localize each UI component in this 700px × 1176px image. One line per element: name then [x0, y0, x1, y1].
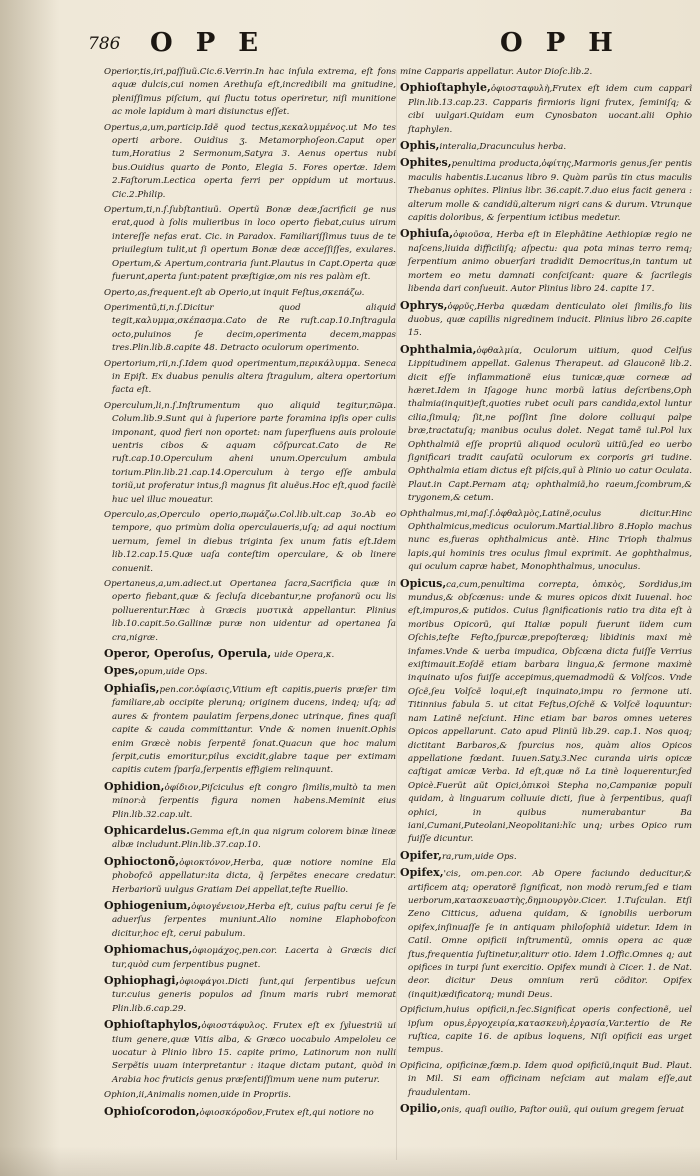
dictionary-entry [400, 866, 692, 1002]
entry-text: Opificium,huius opificii,n.ſec.Significat operis confectionẽ, uel ipſum opus,ἐργοχειρία,κατασκευὴ,ἐργασία,Var.tertio de Re ruſtica, capite 16. de apibus loquens, Niſi opificii eas urget tempus. [400, 1005, 692, 1056]
dictionary-entry [104, 855, 396, 897]
entry-text: Ophion,ii,Animalis nomen,uide in Propriis. [104, 1090, 292, 1101]
entry-headword: Opifer, [400, 848, 443, 862]
dictionary-entry [104, 66, 396, 120]
running-head-left: O P E [150, 28, 266, 58]
dictionary-entry [400, 1060, 692, 1100]
entry-text: Ophthalmus,mi,maſ.ſ.ὀφθαλμὸς,Latinẽ,oculus dicitur.Hinc Ophthalmicus,medicus oculorum.Martial.libro 8.Hoplo machus nunc es,fueras ophthalmicus antè. Hinc Trioph thalmus lapis,qui hominis tres oculus ſimul exprimit. Ae gophthalmus, qui oculum capræ habet, Monophthalmus, unoculus. [400, 508, 692, 573]
entry-headword: Ophthalmia, [400, 342, 477, 356]
dictionary-entry [104, 204, 396, 284]
dictionary-entry [104, 899, 396, 941]
dictionary-entry [400, 343, 692, 506]
dictionary-entry [104, 943, 396, 972]
entry-text: ὀφιομάχος,pen.cor. Lacerta à Græcis dici tur,quòd cum ſerpentibus pugnet. [112, 946, 396, 970]
entry-headword: Ophidion, [104, 779, 165, 793]
left-column [104, 66, 396, 1166]
entry-headword: Ophioſtaphyle, [400, 81, 491, 95]
entry-text: ὀφιοφάγοι.Dicti ſunt,qui ſerpentibus ueſcun tur.cuius generis populos ad ſinum maris rubri memorat Plin.lib.6.cap.29. [112, 977, 396, 1014]
dictionary-entry [400, 577, 692, 847]
right-column [400, 66, 692, 1166]
entry-text: ὀφιογένειον,Herba eſt, cuius paſtu cerui ſe ſe aduerſus ſerpentes muniunt.Alio nomine Elaphobofcon dicitur,hoc eſt, cerui pabulum. [112, 901, 396, 939]
dictionary-entry [400, 299, 692, 341]
entry-text: uide Opera,κ. [271, 650, 335, 661]
entry-text: opum,uide Ops. [138, 667, 208, 678]
entry-text: Opificina, opificinæ,fœm.p. Idem quod opificiũ,inquit Bud. Plaut. in Mil. Si eam officinam neſciam aut malam eſſe,aut fraudulentam. [400, 1060, 692, 1098]
dictionary-entry [104, 1018, 396, 1087]
dictionary-entry [104, 358, 396, 398]
entry-headword: Ophites, [400, 156, 452, 170]
entry-headword: Ophioſcorodon, [104, 1104, 200, 1118]
dictionary-entry [104, 287, 396, 300]
page-bottom-shadow [0, 1146, 700, 1176]
entry-text: ra,rum,uide Ops. [442, 851, 517, 862]
entry-text: ὀφθαλμία, Oculorum uitium, quod Celſus Lippitudinem appellat. Galenus Therapeut. ad Glauconẽ lib.2. dicit eſſe inflammationẽ eius tunicæ,quæ corneæ ad hæret.Idem in Iſagoge hunc morbũ latius deſcribens,Oph thalmia(inquit)eſt,quoties rubet oculi pars candida,extol luntur cilia,ſimulq; ſit,ne poſſint ſine dolore colluqui palpe bræ,tractatuſq; manibus oculus dolet. Negat tamẽ iul.Pol lux Ophthalmiã eſſe propriũ aliquod oculorũ uitiũ,ſed eo uerbo ſignificari tradit cauſatũ oculorum ex corporis gri tudine. Ophthalmia etiam dictus eſt piſcis,quĩ à Plinio uo catur Oculata. Plaut.in Capt.Pernam atq; ophthalmiã,ho raeum,ſcombrum,& trygonem,& cetum. [408, 345, 692, 504]
entry-text: Operimentũ,ti,n.ſ.Dicitur quod aliquid tegit,καλυμμα,σκέπασμα.Cato de Re ruſt.cap.10.Inſtragula octo,puluinos ſe decim,operimenta decem,mappas tres.Plin.lib.8.capite 48. Detracto oculorum operimento. [104, 302, 396, 354]
dictionary-entry [104, 400, 396, 507]
dictionary-entry [104, 682, 396, 778]
dictionary-entry [104, 647, 396, 662]
entry-text: Opertorium,rii,n.ſ.Idem quod operimentum,περικάλυμμα. Seneca in Epiſt. Ex duabus penulis altera ſtragulum, altera opertorium facta eſt. [104, 358, 396, 396]
entry-text: Opertus,a,um,particip.Idẽ quod tectus,κεκαλυμμένος.ut Mo tes operti arbore. Ouidius ʒ. Metamorphoſeon.Caput oper tum,Horatius 2 Sermonum,Satyra 3. Aenus opertus nubi bus.Ouidius quarto de Ponto, Elegia 5. Fores opertæ. Idem 2.Faſtorum.Lectica operta ferri per oppidum ut mortuus. Cic.2.Philip. [104, 122, 396, 200]
entry-headword: Opilio, [400, 1102, 441, 1116]
entry-text: ὀφιοκτόνον,Herba, quæ notiore nomine Ela phobofcõ appellatur:ita dicta, q̃ ſerpẽtes enecare credatur. Herbariorũ uulgus Gratiam Dei appellat,teſte Ruellio. [112, 857, 396, 895]
dictionary-entry [400, 508, 692, 575]
entry-text: Operto,as,frequent.eſt ab Operio,ut inquit Feſtus,σκεπάζω. [104, 287, 365, 298]
entry-text: ὀφιοστάφυλος. Frutex eſt ex ſyluestriũ ui tium genere,quæ Vitis alba, & Græco uocabulo Ampeloleu ce uocatur à Plinio libro 15. capite primo, Latinorum non nulli Serpẽtis uuam interpretantur : itaque dictam putant, quòd in Arabia hoc fruticis genus præſentiſſimum uene num puterur. [112, 1021, 396, 1085]
entry-text: mine Capparis appellatur. Autor Dioſc.lib.2. [400, 67, 593, 77]
dictionary-entry [104, 974, 396, 1016]
entry-headword: Opes, [104, 664, 139, 678]
dictionary-entry [400, 1102, 692, 1117]
entry-text: Operculo,as,Operculo operio,πωμάζω.Col.lib.ult.cap 3o.Ab eo tempore, quo primùm dolia operculaueris,uſq; ad aqui noctium uernum, ſemel in diebus triginta ſex unum fatis eſt.Idem lib.12.cap.15.Quæ uaſa conteſtim operculare, & ob linere conuenit. [104, 510, 396, 574]
entry-text: ca,cum,penultima correpta, ὀπικὸς, Sordidus,im mundus,& obſcœnus: unde & mures opicos dixit Iuuenal. hoc eſt,impuros,& putidos. Cuius ſignificationis ratio tra dita eſt à moribus Opicorũ, qui Italiæ populi fuerunt iidem cum Oſchis,teſte Feſto,ſpurcæ,prepoſteræq; libidinis maxi mè infames.Vnde & uerba impudica, Obſcœna dicta fuiſſe Verrius exiſtimauit.Eoſdẽ etiam barbara lingua,& ſermone maximè inquinato uſos fuiſſe accepimus,quemadmodũ & Volſcos. Vnde Oſcẽ,ſeu Volſcẽ loqui,eſt inquinato,impu ro ſermone uti. Titinnius fabula 5. ut citat Feſtus,Oſchẽ & Volſcẽ loquuntur: nam Latinẽ neſciunt. Hinc etiam bar baros omnes ueteres Opicos appellarunt. Cato apud Pliniũ lib.29. cap.1. Nos quoq; dictitant Barbaros,& ſpurcius nos, quàm alios Opicos appellatione fœdant. Iuuen.Saty.3.Nec curanda uiris opicæ caſtigat amicæ Verba. Id eſt,quæ nõ La tinè loquerentur,ſed Opicè.Fuerũt aũt Opici,ὀπικοὶ Stepha no,Campaniæ populi quidam, à linguarum colluuie dicti, ſiue à ſerpentibus, quaſi ophici, in quibus numerabantur Ba iani,Cumani,Puteolani,Neopolitani:hĩc unq; urbes Opico rum fuiſſe dicuntur. [408, 579, 692, 845]
dictionary-entry [104, 664, 396, 679]
entry-headword: Ophiaſis, [104, 681, 160, 695]
column-divider [396, 70, 397, 1160]
entry-text: 'cis, om.pen.cor. Ab Opere faciundo deducitur,& artificem atq; operatorẽ ſignificat, non modò rerum,ſed e tiam uerborum,κατασκευαστὴς,δημιουργὸν.Cicer. 1.Tuſculan. Etſi Zeno Citticus, aduena quidam, & ignobilis uerborum opifex,inſinuaſſe ſe in antiquam philoſophiã uidetur. Idem in Catil. Omne opificii inſtrumentũ, omnis opera ac quæ ſtus,frequentia ſuſtinetur,aliturr otio. Idem 1.Offic.Omnes q; aut opifices in turpi ſunt exercitio. Opifex mundi à Cicer. 1. de Nat. deor. dicitur Deus omnium rerũ cõditor. Opifex (inquit)ædificatorq; mundi Deus. [408, 869, 692, 1000]
page-number: 786 [88, 34, 121, 54]
entry-headword: Ophicardelus. [104, 823, 190, 837]
dictionary-entry [104, 1089, 396, 1102]
entry-headword: Opicus, [400, 576, 447, 590]
entry-text: pen.cor.ὀφίασις,Vitium eſt capitis,pueris præſer tim familiare,ab occipite plerunq; originem ducens, indeq; uſq; ad aures & frontem paulatim ſerpens,donec utrinque, fines quaſi capite & cauda committantur. Vnde & nomen inuenit.Ophis enim Græcè nobis ſerpentẽ ſonat.Quacun que hoc malum ſerpit,cutis emoritur,pilus excidit,glabre taque per extimam capitis cutem ſparſa,ſerpentis effigiem relinquunt. [112, 684, 396, 776]
entry-headword: Ophioſtaphylos, [104, 1018, 202, 1032]
entry-headword: Ophiuſa, [400, 227, 454, 241]
dictionary-entry [104, 1105, 396, 1120]
entry-text: Gemma eſt,in qua nigrum colorem binæ lineæ albæ includunt.Plin.lib.37.cap.10. [112, 826, 396, 851]
entry-headword: Ophis, [400, 139, 440, 153]
dictionary-entry [104, 122, 396, 202]
entry-text: ὀφιοσταφυλὴ,Frutex eſt idem cum capparĩ Plin.lib.13.cap.23. Capparis firmioris ligni frutex, ſeminiſq; & cibi uulgari.Quidam eum Cynosbaton uocant.alii Ophio ſtaphylen. [408, 84, 692, 135]
dictionary-entry [400, 81, 692, 137]
dictionary-entry [104, 578, 396, 645]
dictionary-entry [104, 509, 396, 576]
dictionary-entry [400, 156, 692, 225]
dictionary-entry [400, 849, 692, 864]
running-head-right: O P H [500, 28, 620, 58]
entry-text: onis, quaſi ouilio, Paſtor ouiũ, qui ouium gregem ſeruat [440, 1105, 685, 1116]
entry-text: penultima producta,ὀφίτης,Marmoris genus,ſer pentis maculis habentis.Lucanus libro 9. Quàm parũs tin ctus maculis Thebanus ophites. Plinius libr. 36.capit.7.duo eius facit genera : alterum molle & candidũ,alterum nigri cans & durum. Vtrunque capitis doloribus, & ſerpentium ictibus medetur. [408, 159, 692, 224]
dictionary-entry [104, 302, 396, 356]
entry-text: interalia,Dracunculus herba. [439, 142, 567, 153]
dictionary-entry [400, 1004, 692, 1058]
entry-headword: Ophrys, [400, 298, 448, 312]
entry-headword: Ophiogenium, [104, 898, 192, 912]
entry-text: Opertaneus,a,um.adiect.ut Opertanea ſacra,Sacrificia quæ in operto fiebant,quæ & ſecluſa dicebantur,ne profanorũ ocu lis polluerentur.Hæc à Græcis μυστικὰ appellantur. Plinius lib.10.capit.5o.Gallinæ puræ non uidentur ad opertanea ſa cra,nigræ. [104, 579, 396, 643]
entry-text: ὀφιοῦσα, Herba eſt in Elephãtine Aethiopiæ regio ne naſcens,liuida difficiliſq; aſpectu: qua pota minas terro remq; ſerpentium animo obuerſari tradidit Democritus,in tantum ut mortem eo metu damnati conſciſcant: quare & ſacrilegis libenda dari conſueuit. Autor Plinius libro 24. capite 17. [408, 230, 692, 295]
dictionary-entry [104, 780, 396, 822]
entry-text: ὀφίδιον,Piſciculus eſt congro ſimilis,multò ta men minor:à ſerpentis figura nomen habens.Meminit eius Plin.lib.32.cap.ult. [112, 782, 396, 820]
entry-text: Operior,tis,iri,paſſiuũ.Cic.6.Verrin.In hac inſula extrema, eſt fons aquæ dulcis,cui nomen Arethuſa eſt,incredibili ma gnitudine, pleniſſimus piſcium, qui fluctu totus operiretur, niſi munitione ac mole lapidum à mari disiunctus eſſet. [104, 67, 396, 118]
binding-gutter-shadow [0, 0, 60, 1176]
entry-headword: Ophioctonõ, [104, 854, 180, 868]
dictionary-entry [400, 66, 692, 79]
entry-headword: Ophiophagi, [104, 974, 180, 987]
dictionary-entry [400, 139, 692, 154]
entry-headword: Operor, Operoſus, Operula, [104, 647, 272, 661]
entry-text: Opertum,ti,n.ſ.ſubſtantiuũ. Opertũ Bonæ deæ,ſacrificii ge nus erat,quod à ſolis mulieribus in loco operto fiebat,cuius uirum intereſſe nefas erat. Cic. in Paradox. Familiariſſimus tuus de te priuilegium tulit,ut ſi opertum Bonæ deæ acceſſiſſes, exulares. Opertum,& Apertum,contraria ſunt.Plautus in Capt.Operta quæ fuerunt,aperta ſunt:patent præſtigiæ,om nis res palàm eſt. [104, 205, 396, 283]
entry-headword: Opifex, [400, 866, 444, 880]
dictionary-entry [400, 227, 692, 296]
entry-text: Operculum,li,n.ſ.Inſtrumentum quo aliquid tegitur,πῶμα. Colum.lib.9.Sunt qui à ſuperiore parte foramina ipſis oper culis imponant, quod fieri non oportet: nam ſuperfluens auis prolouie uentris cibos & aquam cõſpurcat.Cato de Re ruſt.cap.10.Operculum aheni unum.Operculum ambula torium.Plin.lib.21.cap.14.Operculum à tergo eſſe ambula toriũ,ut proferatur intus,ſi magnus ſit aluẽus.Hoc eſt,quod facilè huc uel illuc moueatur. [104, 400, 396, 505]
entry-text: ὀφρῦς,Herba quædam denticulato olei ſimilis,fo liis duobus, quæ capillis nigredinem inducit. Plinius libro 26.capite 15. [408, 301, 692, 339]
page-header [0, 28, 700, 68]
entry-headword: Ophiomachus, [104, 943, 193, 957]
entry-text: ὀφιοσκόροδον,Frutex eſt,qui notiore no [199, 1107, 374, 1118]
dictionary-entry [104, 824, 396, 853]
